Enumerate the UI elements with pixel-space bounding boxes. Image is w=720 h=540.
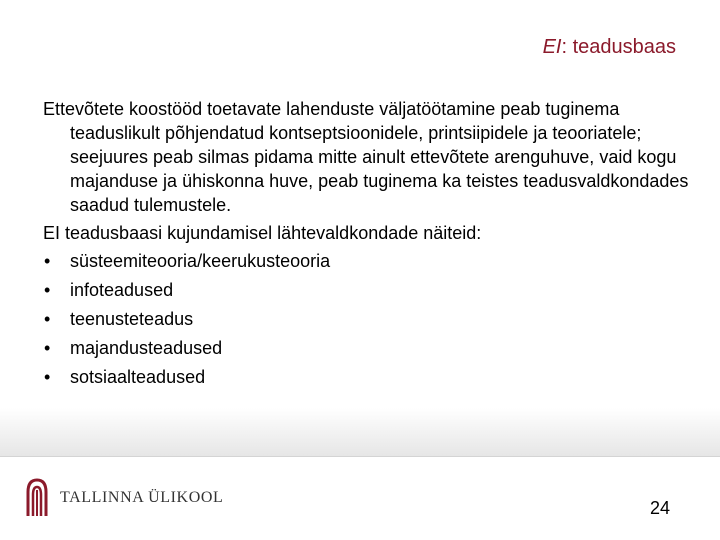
list-item bbox=[43, 365, 698, 389]
list-item bbox=[43, 307, 698, 331]
logo-wordmark: TALLINNA ÜLIKOOL bbox=[60, 489, 224, 506]
list-item bbox=[43, 336, 698, 360]
bullet-icon: • bbox=[44, 338, 51, 358]
list-item-label: majandusteadused bbox=[70, 338, 223, 358]
title-rest: : teadusbaas bbox=[561, 36, 676, 58]
university-logo bbox=[26, 478, 223, 518]
list-item-label: infoteadused bbox=[70, 280, 174, 300]
bullet-icon: • bbox=[44, 367, 51, 387]
slide-content bbox=[43, 97, 698, 394]
page-number: 24 bbox=[650, 498, 671, 518]
bullet-icon: • bbox=[44, 251, 51, 271]
bullet-icon: • bbox=[44, 280, 51, 300]
list-item-label: süsteemiteooria/keerukusteooria bbox=[70, 251, 331, 271]
examples-list bbox=[43, 249, 698, 389]
intro-paragraph: Ettevõtete koostööd toetavate lahenduste väljatöötamine peab tuginema teaduslikult põhjendatud kontseptsioonidele, printsiipidele ja teooriatele; seejuures peab silmas pidama mitte ainult ettevõtete arenguhuve, vaid kogu majanduse ja ühiskonna huve, peab tuginema ka teistes teadusvaldkondades saadud tulemustele. bbox=[43, 99, 689, 215]
list-item-label: teenusteteadus bbox=[70, 309, 194, 329]
list-item bbox=[43, 249, 698, 273]
footer-band bbox=[0, 408, 720, 456]
slide-title bbox=[543, 36, 676, 59]
footer-divider bbox=[0, 456, 720, 457]
examples-heading: EI teadusbaasi kujundamisel lähtevaldkondade näiteid: bbox=[43, 223, 482, 243]
university-arch-icon bbox=[26, 478, 48, 518]
list-item-label: sotsiaalteadused bbox=[70, 367, 206, 387]
title-abbreviation: EI bbox=[542, 36, 562, 58]
list-item bbox=[43, 278, 698, 302]
bullet-icon: • bbox=[44, 309, 51, 329]
